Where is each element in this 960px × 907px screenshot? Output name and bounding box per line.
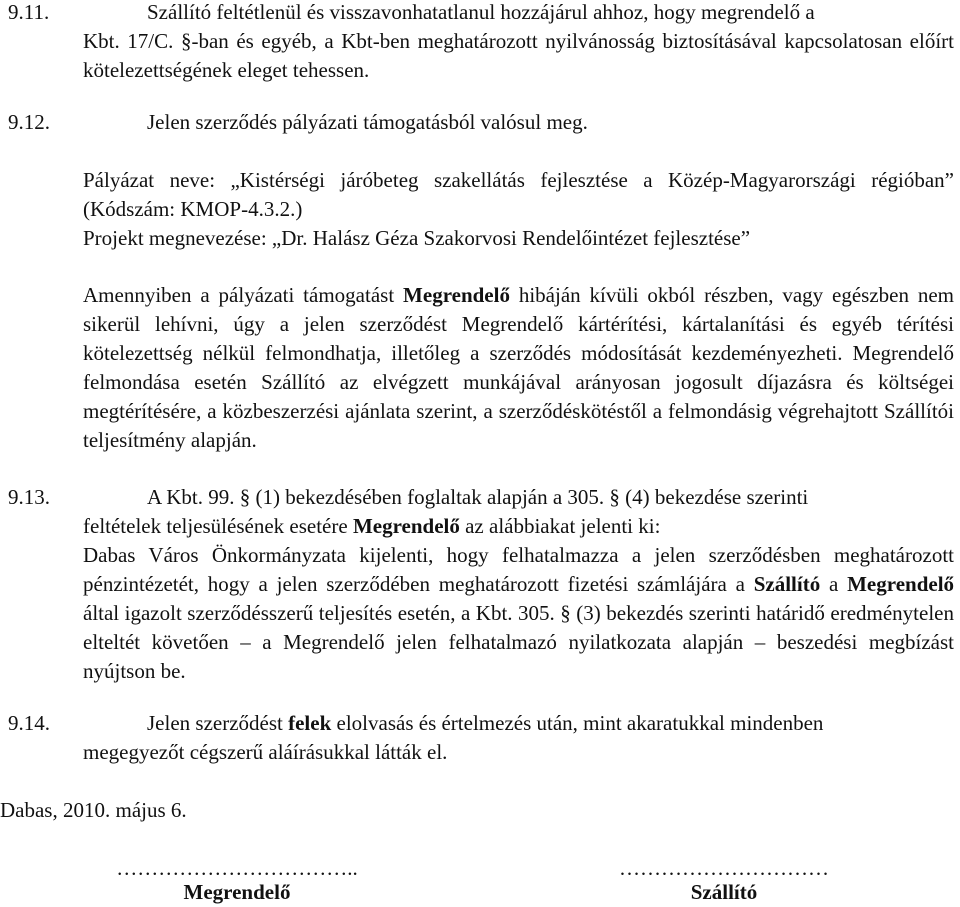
party-megrendelo: Megrendelő bbox=[352, 514, 460, 538]
section-9-14-first-line bbox=[147, 709, 954, 738]
para-text: az alábbiakat jelenti ki: bbox=[465, 514, 661, 538]
section-9-13-line-2 bbox=[83, 512, 954, 541]
section-number-9-13: 9.13. bbox=[8, 485, 50, 509]
para-text: hibáján kívüli okból részben, vagy egészben nem sikerül lehívni, úgy a jelen szerződést Megrendelő kártérítési, kártalanítási és egyéb térítési kötelezettség nélkül felmondhatja, illetőleg a szerződés módosítását kezdeményezheti. Megrendelő felmondása esetén Szállító az elvégzett munkájával arányosan jogosult díjazásra és költségei megtérítésére, a közbeszerzési ajánlata szerint, a szerződéskötéstől a felmondásig végrehajtott Szállítói teljesítmény alapján. bbox=[83, 283, 955, 452]
party-szallito: Szállító bbox=[753, 572, 821, 596]
section-9-12-heading: Jelen szerződés pályázati támogatásból valósul meg. bbox=[147, 110, 588, 134]
para-text: a bbox=[829, 572, 839, 596]
section-9-13-first-line: A Kbt. 99. § (1) bekezdésében foglaltak alapján a 305. § (4) bekezdése szerinti bbox=[147, 485, 809, 509]
party-megrendelo: Megrendelő bbox=[403, 283, 510, 307]
section-number-9-14: 9.14. bbox=[8, 711, 50, 735]
section-9-11-body: Kbt. 17/C. §-ban és egyéb, a Kbt-ben meghatározott nyilvánosság biztosításával kapcsolatosan előírt kötelezettségének eleget tehessen. bbox=[83, 29, 954, 82]
project-name: Projekt megnevezése: „Dr. Halász Géza Szakorvosi Rendelőintézet fejlesztése” bbox=[83, 226, 751, 250]
tender-name: Pályázat neve: „Kistérségi járóbeteg szakellátás fejlesztése a Közép-Magyarországi régióban” (Kódszám: KMOP-4.3.2.) bbox=[83, 168, 954, 221]
section-9-11-first-line: Szállító feltétlenül és visszavonhatatlanul hozzájárul ahhoz, hogy megrendelő a bbox=[147, 0, 815, 24]
signature-label-szallito: Szállító bbox=[690, 880, 758, 904]
para-text: Jelen szerződést bbox=[147, 711, 283, 735]
signature-line-szallito: ………………………… bbox=[619, 856, 829, 880]
para-text: által igazolt szerződésszerű teljesítés esetén, a Kbt. 305. § (3) bekezdés szerinti határidő eredménytelen elteltét követően – a Megrendelő jelen felhatalmazó nyilatkozata alapján – beszedési megbízást nyújtson be. bbox=[83, 601, 954, 683]
place-date: Dabas, 2010. május 6. bbox=[0, 798, 187, 822]
parties-felek: felek bbox=[288, 711, 332, 735]
section-number-9-12: 9.12. bbox=[8, 110, 50, 134]
para-text: Amennyiben a pályázati támogatást bbox=[83, 283, 395, 307]
section-9-13-paragraph bbox=[83, 541, 954, 686]
party-megrendelo: Megrendelő bbox=[847, 572, 955, 596]
signature-label-megrendelo: Megrendelő bbox=[183, 880, 291, 904]
signature-line-megrendelo: …………………………….. bbox=[116, 856, 358, 880]
para-text: Dabas Város Önkormányzata kijelenti, hogy felhatalmazza a jelen szerződésben meghatározott pénzintézetét, hogy a jelen szerződében meghatározott fizetési számlájára a bbox=[83, 543, 954, 596]
section-9-14-body: megegyezőt cégszerű aláírásukkal látták el. bbox=[83, 740, 448, 764]
para-text: feltételek teljesülésének esetére bbox=[83, 514, 348, 538]
section-number-9-11: 9.11. bbox=[8, 0, 50, 24]
para-text: elolvasás és értelmezés után, mint akaratukkal mindenben bbox=[336, 711, 824, 735]
section-9-12-paragraph bbox=[83, 281, 954, 455]
